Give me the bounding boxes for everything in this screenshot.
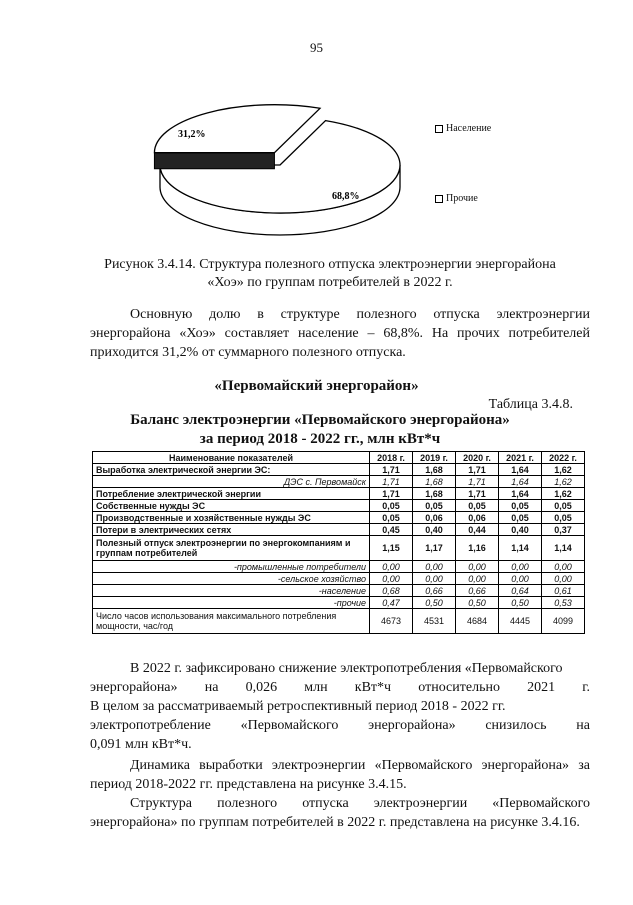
- cell-value: 0,05: [542, 500, 585, 512]
- cell-value: 0,05: [370, 512, 413, 524]
- table-row: [93, 476, 585, 488]
- cell-value: 0,53: [542, 597, 585, 609]
- cell-value: 4531: [413, 609, 456, 634]
- cell-value: 1,62: [542, 476, 585, 488]
- cell-value: 4445: [499, 609, 542, 634]
- cell-value: 1,17: [413, 536, 456, 561]
- paragraph-4: Структура полезного отпуска электроэнергии «Первомайского энергорайона» по группам потребителей в 2022 г. представлена на рисунке 3.4.16.: [90, 796, 590, 830]
- paragraph-2-line-5: 0,091 млн кВт*ч.: [90, 737, 192, 752]
- table-title: [60, 411, 580, 449]
- row-label: ДЭС с. Первомайск: [93, 476, 370, 488]
- row-label: Производственные и хозяйственные нужды ЭС: [93, 512, 370, 524]
- word: энергорайона»: [368, 718, 456, 733]
- figure-caption-line-2: «Хоэ» по группам потребителей в 2022 г.: [207, 275, 453, 290]
- table-row: [93, 597, 585, 609]
- word: относительно: [418, 680, 500, 695]
- cell-value: 0,00: [370, 573, 413, 585]
- column-header: 2022 г.: [542, 452, 585, 464]
- cell-value: 0,00: [542, 561, 585, 573]
- legend-item-naselenie: [435, 123, 491, 134]
- cell-value: 1,71: [370, 464, 413, 476]
- row-label: Выработка электрической энергии ЭС:: [93, 464, 370, 476]
- balance-table: [92, 451, 585, 634]
- cell-value: 1,62: [542, 488, 585, 500]
- cell-value: 0,50: [456, 597, 499, 609]
- column-header: Наименование показателей: [93, 452, 370, 464]
- cell-value: 0,06: [456, 512, 499, 524]
- cell-value: 0,00: [456, 573, 499, 585]
- cell-value: 0,00: [499, 573, 542, 585]
- word: млн: [304, 680, 328, 695]
- word: «Первомайского: [240, 718, 339, 733]
- pie-label-prochie: 68,8%: [332, 191, 360, 202]
- table-row: [93, 609, 585, 634]
- cell-value: 1,64: [499, 488, 542, 500]
- legend-label: Прочие: [446, 193, 478, 204]
- cell-value: 0,68: [370, 585, 413, 597]
- table-row: [93, 585, 585, 597]
- cell-value: 0,05: [413, 500, 456, 512]
- section-title: «Первомайский энергорайон»: [214, 378, 419, 394]
- row-label: -промышленные потребители: [93, 561, 370, 573]
- legend-item-prochie: [435, 193, 478, 204]
- cell-value: 0,45: [370, 524, 413, 536]
- table-row: [93, 512, 585, 524]
- page-number: 95: [310, 40, 323, 55]
- cell-value: 4673: [370, 609, 413, 634]
- cell-value: 0,05: [370, 500, 413, 512]
- table-title-line-1: Баланс электроэнергии «Первомайского энергорайона»: [130, 412, 510, 428]
- pie-label-naselenie: 31,2%: [178, 129, 206, 140]
- column-header: 2018 г.: [370, 452, 413, 464]
- pie-chart-svg: [140, 95, 520, 240]
- word: электропотребление: [90, 718, 211, 733]
- cell-value: 0,40: [499, 524, 542, 536]
- table-row: [93, 561, 585, 573]
- cell-value: 0,00: [413, 573, 456, 585]
- row-label: Потребление электрической энергии: [93, 488, 370, 500]
- figure-caption: [70, 256, 590, 292]
- table-title-line-2: за период 2018 - 2022 гг., млн кВт*ч: [199, 431, 441, 447]
- cell-value: 1,71: [456, 464, 499, 476]
- table-row: [93, 464, 585, 476]
- word: снизилось: [485, 718, 547, 733]
- pie-chart: [140, 95, 520, 245]
- cell-value: 1,71: [370, 488, 413, 500]
- cell-value: 1,68: [413, 488, 456, 500]
- table-number: Таблица 3.4.8.: [488, 397, 573, 412]
- table-row: [93, 536, 585, 561]
- cell-value: 1,14: [499, 536, 542, 561]
- table-row: [93, 573, 585, 585]
- cell-value: 0,05: [499, 512, 542, 524]
- cell-value: 0,00: [542, 573, 585, 585]
- paragraph-2-line-1: В 2022 г. зафиксировано снижение электропотребления «Первомайского: [130, 661, 563, 676]
- cell-value: 0,66: [413, 585, 456, 597]
- cell-value: 0,44: [456, 524, 499, 536]
- cell-value: 0,50: [413, 597, 456, 609]
- cell-value: 0,00: [413, 561, 456, 573]
- cell-value: 0,37: [542, 524, 585, 536]
- paragraph-2-line-2: [90, 678, 590, 697]
- cell-value: 0,05: [456, 500, 499, 512]
- row-label: -население: [93, 585, 370, 597]
- cell-value: 1,62: [542, 464, 585, 476]
- cell-value: 4684: [456, 609, 499, 634]
- cell-value: 0,64: [499, 585, 542, 597]
- cell-value: 0,05: [499, 500, 542, 512]
- row-label: Число часов использования максимального потребления мощности, час/год: [93, 609, 370, 634]
- table-row: [93, 500, 585, 512]
- cell-value: 1,14: [542, 536, 585, 561]
- cell-value: 0,06: [413, 512, 456, 524]
- word: кВт*ч: [354, 680, 392, 695]
- cell-value: 1,15: [370, 536, 413, 561]
- paragraph-3: Динамика выработки электроэнергии «Первомайского энергорайона» за период 2018-2022 гг. представлена на рисунке 3.4.15.: [90, 758, 590, 792]
- cell-value: 1,71: [456, 476, 499, 488]
- word: на: [204, 680, 219, 695]
- cell-value: 1,71: [456, 488, 499, 500]
- table-row: [93, 488, 585, 500]
- cell-value: 0,50: [499, 597, 542, 609]
- cell-value: 0,47: [370, 597, 413, 609]
- cell-value: 4099: [542, 609, 585, 634]
- row-label: Собственные нужды ЭС: [93, 500, 370, 512]
- word: 2021: [527, 680, 556, 695]
- cell-value: 0,40: [413, 524, 456, 536]
- row-label: Потери в электрических сетях: [93, 524, 370, 536]
- paragraph-2-line-4: [90, 716, 590, 735]
- pie-slice-naselenie-side: [154, 153, 274, 169]
- word: г.: [582, 680, 590, 695]
- cell-value: 0,00: [499, 561, 542, 573]
- paragraph-1: Основную долю в структуре полезного отпуска электроэнергии энергорайона «Хоэ» составляет население – 68,8%. На прочих потребителей приходится 31,2% от суммарного полезного отпуска.: [90, 307, 590, 360]
- cell-value: 0,61: [542, 585, 585, 597]
- row-label: -сельское хозяйство: [93, 573, 370, 585]
- column-header: 2020 г.: [456, 452, 499, 464]
- cell-value: 1,16: [456, 536, 499, 561]
- cell-value: 1,64: [499, 464, 542, 476]
- column-header: 2019 г.: [413, 452, 456, 464]
- legend-label: Население: [446, 123, 492, 134]
- table-header-row: [93, 452, 585, 464]
- row-label: Полезный отпуск электроэнергии по энергокомпаниям и группам потребителей: [93, 536, 370, 561]
- word: на: [576, 718, 590, 733]
- cell-value: 1,68: [413, 464, 456, 476]
- cell-value: 1,68: [413, 476, 456, 488]
- row-label: -прочие: [93, 597, 370, 609]
- cell-value: 0,00: [370, 561, 413, 573]
- word: 0,026: [245, 680, 278, 695]
- legend-swatch-icon: [435, 125, 443, 133]
- cell-value: 0,66: [456, 585, 499, 597]
- cell-value: 0,05: [542, 512, 585, 524]
- legend-swatch-icon: [435, 195, 443, 203]
- table-row: [93, 524, 585, 536]
- cell-value: 1,71: [370, 476, 413, 488]
- figure-caption-line-1: Рисунок 3.4.14. Структура полезного отпуска электроэнергии энергорайона: [104, 257, 556, 272]
- column-header: 2021 г.: [499, 452, 542, 464]
- word: энергорайона»: [90, 680, 178, 695]
- paragraph-2-line-3: В целом за рассматриваемый ретроспективный период 2018 - 2022 гг.: [90, 699, 506, 714]
- cell-value: 1,64: [499, 476, 542, 488]
- cell-value: 0,00: [456, 561, 499, 573]
